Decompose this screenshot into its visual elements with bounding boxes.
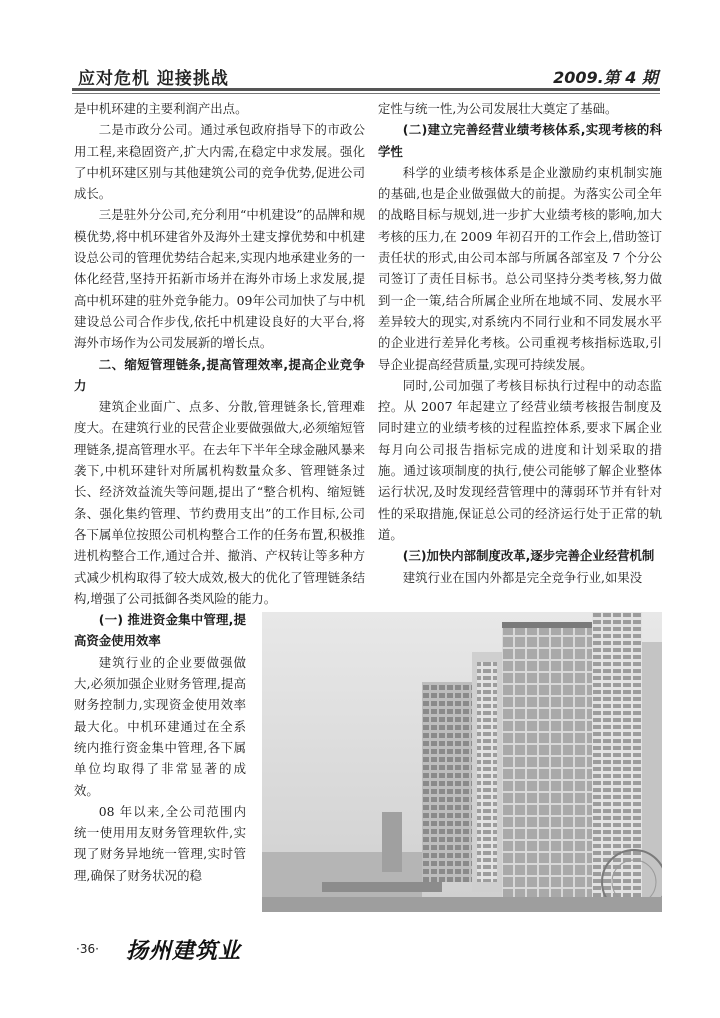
issue-number: 2009.第 4 期 bbox=[553, 68, 658, 87]
magazine-logo: 扬州建筑业 bbox=[126, 938, 242, 964]
paragraph: 三是驻外分公司,充分利用“中机建设”的品牌和规模优势,将中机环建省外及海外土建支撑优势和中机建设总公司的管理优势结合起来,实现内地承建业务的一体化经营,坚持开拓新市场并在海外市场上求发展,提高中机环建的驻外竞争能力。09年公司加快了与中机建设总公司合作步伐,依托中机建设良好的大平台,将海外市场作为公司发展新的增长点。 bbox=[74, 207, 365, 351]
section-title: 应对危机 迎接挑战 bbox=[78, 69, 229, 89]
subsection-heading: (二)建立完善经营业绩考核体系,实现考核的科学性 bbox=[378, 122, 662, 159]
page-header bbox=[72, 58, 660, 88]
skyscraper-illustration bbox=[262, 612, 662, 912]
paragraph: 定性与统一性,为公司发展壮大奠定了基础。 bbox=[378, 101, 618, 116]
building-photo bbox=[262, 612, 662, 912]
right-column bbox=[378, 98, 662, 588]
paragraph: 二是市政分公司。通过承包政府指导下的市政公用工程,来稳固资产,扩大内需,在稳定中求发展。强化了中机环建区别与其他建筑公司的竞争优势,促进公司成长。 bbox=[74, 122, 365, 202]
page-number: ·36· bbox=[76, 942, 99, 956]
section-heading: 二、缩短管理链条,提高管理效率,提高企业竞争力 bbox=[74, 356, 365, 393]
paragraph: 同时,公司加强了考核目标执行过程中的动态监控。从 2007 年起建立了经营业绩考核报告制度及同时建立的业绩考核的过程监控体系,要求下属企业每月向公司报告指标完成的进度和计划采取的措施。通过该项制度的执行,使公司能够了解企业整体运行状况,及时发现经营管理中的薄弱环节并有针对性的采取措施,保证总公司的经济运行处于正常的轨道。 bbox=[378, 377, 662, 542]
subsection-heading: (三)加快内部制度改革,逐步完善企业经营机制 bbox=[402, 548, 655, 564]
header-rule-thin bbox=[72, 93, 660, 94]
paragraph: 建筑行业在国内外都是完全竞争行业,如果没 bbox=[402, 569, 643, 585]
narrow-text-block bbox=[74, 609, 246, 886]
paragraph: 建筑行业的企业要做强做大,必须加强企业财务管理,提高财务控制力,实现资金使用效率最大化。中机环建通过在全系统内推行资金集中管理,各下属单位均取得了非常显著的成效。 bbox=[74, 654, 246, 798]
subsection-heading: (一) 推进资金集中管理,提高资金使用效率 bbox=[74, 612, 246, 649]
paragraph: 08 年以来,全公司范围内统一使用用友财务管理软件,实现了财务异地统一管理,实时管理,确保了财务状况的稳 bbox=[74, 803, 246, 883]
paragraph: 科学的业绩考核体系是企业激励约束机制实施的基础,也是企业做强做大的前提。为落实公司全年的战略目标与规划,进一步扩大业绩考核的影响,加大考核的压力,在 2009 年初召开的工作会上,借助签订责任状的形式,由公司本部与所属各部室及 7 个分公司签订了责任目标书。总公司坚持分类考核,努力做到一企一策,结合所属企业所在地域不同、发展水平差异较大的现实,对系统内不同行业和不同发展水平的企业进行差异化考核。公司重视考核指标选取,引导企业提高经营质量,实现可持续发展。 bbox=[378, 164, 662, 372]
header-rule bbox=[72, 88, 660, 91]
paragraph: 建筑企业面广、点多、分散,管理链条长,管理难度大。在建筑行业的民营企业要做强做大,必须缩短管理链条,提高管理水平。在去年下半年全球金融风暴来袭下,中机环建针对所属机构数量众多、管理链条过长、经济效益流失等问题,提出了“整合机构、缩短链条、强化集约管理、节约费用支出”的工作目标,公司各下属单位按照公司机构整合工作的任务布置,积极推进机构整合工作,通过合并、撤消、产权转让等多种方式减少机构取得了较大成效,极大的优化了管理链条结构,增强了公司抵御各类风险的能力。 bbox=[74, 399, 365, 606]
paragraph: 是中机环建的主要利润产出点。 bbox=[74, 101, 248, 116]
